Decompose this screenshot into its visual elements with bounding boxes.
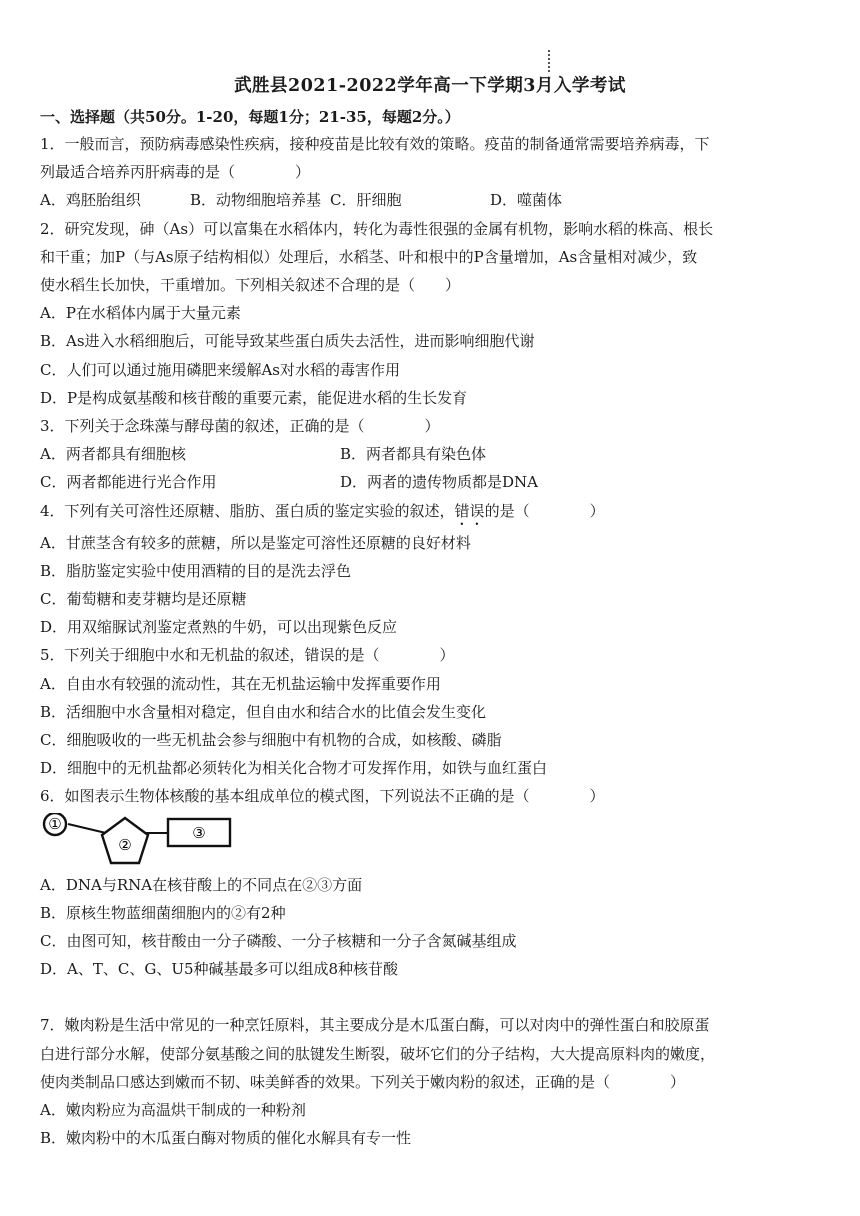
option-a: A．两者都具有细胞核	[40, 445, 186, 464]
question-7	[40, 1011, 820, 1152]
option-a: A．嫩肉粉应为高温烘干制成的一种粉剂	[40, 1101, 306, 1120]
question-stem: 5．下列关于细胞中水和无机盐的叙述，错误的是（ ）	[40, 646, 455, 665]
option-row	[40, 186, 820, 214]
emphasized-word: 错误	[454, 501, 485, 520]
question-stem: 3．下列关于念珠藻与酵母菌的叙述，正确的是（ ）	[40, 417, 440, 436]
option-d: D．用双缩脲试剂鉴定煮熟的牛奶，可以出现紫色反应	[40, 618, 398, 637]
question-stem	[40, 497, 820, 529]
question-1	[40, 130, 820, 215]
question-2	[40, 215, 820, 412]
nucleotide-diagram	[40, 813, 820, 871]
exam-title: 武胜县2021-2022学年高一下学期3月入学考试	[234, 76, 626, 96]
stem-text: 的是（ ）	[484, 501, 605, 520]
option-a: A．P在水稻体内属于大量元素	[40, 304, 241, 323]
binding-marker	[548, 50, 550, 72]
label-1: ①	[48, 814, 62, 833]
option-a: A．甘蔗茎含有较多的蔗糖，所以是鉴定可溶性还原糖的良好材料	[40, 533, 471, 552]
option-a: A．自由水有较强的流动性，其在无机盐运输中发挥重要作用	[40, 674, 441, 693]
option-c: C．细胞吸收的一些无机盐会参与细胞中有机物的合成，如核酸、磷脂	[40, 731, 502, 750]
question-list	[40, 130, 820, 1153]
option-b: B．原核生物蓝细菌细胞内的②有2种	[40, 903, 286, 922]
spacer	[40, 983, 820, 1011]
option-c: C．由图可知，核苷酸由一分子磷酸、一分子核糖和一分子含氮碱基组成	[40, 932, 517, 951]
question-6	[40, 782, 820, 983]
option-row	[40, 440, 820, 468]
label-2: ②	[118, 835, 132, 854]
option-b: B．两者都具有染色体	[340, 445, 487, 464]
section-heading: 一、选择题（共50分。1-20，每题1分；21-35，每题2分。）	[40, 108, 460, 126]
option-c: C．两者都能进行光合作用	[40, 473, 217, 492]
option-d: D．噬菌体	[490, 191, 563, 210]
option-b: B．脂肪鉴定实验中使用酒精的目的是洗去浮色	[40, 561, 352, 580]
option-d: D．两者的遗传物质都是DNA	[340, 473, 539, 492]
question-stem: 列最适合培养丙肝病毒的是（ ）	[40, 163, 311, 182]
option-b: B．嫩肉粉中的木瓜蛋白酶对物质的催化水解具有专一性	[40, 1129, 412, 1148]
question-stem: 和干重；加P（与As原子结构相似）处理后，水稻茎、叶和根中的P含量增加，As含量相对减少，致	[40, 247, 698, 266]
option-c: C．肝细胞	[330, 191, 402, 210]
question-stem: 7．嫩肉粉是生活中常见的一种烹饪原料，其主要成分是木瓜蛋白酶，可以对肉中的弹性蛋白和胶原蛋	[40, 1016, 710, 1035]
question-stem: 使肉类制品口感达到嫩而不韧、味美鲜香的效果。下列关于嫩肉粉的叙述，正确的是（ ）	[40, 1072, 686, 1091]
option-a: A．DNA与RNA在核苷酸上的不同点在②③方面	[40, 875, 363, 894]
option-d: D．P是构成氨基酸和核苷酸的重要元素，能促进水稻的生长发育	[40, 388, 468, 407]
option-c: C．葡萄糖和麦芽糖均是还原糖	[40, 590, 247, 609]
option-b: B．As进入水稻细胞后，可能导致某些蛋白质失去活性，进而影响细胞代谢	[40, 332, 535, 351]
nucleotide-svg	[40, 813, 240, 871]
stem-text: 4．下列有关可溶性还原糖、脂肪、蛋白质的鉴定实验的叙述，	[40, 501, 455, 520]
question-stem: 使水稻生长加快，干重增加。下列相关叙述不合理的是（ ）	[40, 276, 461, 295]
question-stem: 2．研究发现，砷（As）可以富集在水稻体内，转化为毒性很强的金属有机物，影响水稻的株高、根长	[40, 219, 714, 238]
label-3: ③	[192, 823, 206, 842]
question-3	[40, 412, 820, 497]
question-stem: 白进行部分水解，使部分氨基酸之间的肽键发生断裂，破坏它们的分子结构，大大提高原料肉的嫩度，	[40, 1044, 716, 1063]
question-4	[40, 497, 820, 642]
option-b: B．动物细胞培养基	[190, 191, 322, 210]
option-d: D．细胞中的无机盐都必须转化为相关化合物才可发挥作用，如铁与血红蛋白	[40, 759, 548, 778]
question-stem: 1．一般而言，预防病毒感染性疾病，接种疫苗是比较有效的策略。疫苗的制备通常需要培养病毒，下	[40, 135, 710, 153]
option-c: C．人们可以通过施用磷肥来缓解As对水稻的毒害作用	[40, 360, 401, 379]
option-d: D．A、T、C、G、U5种碱基最多可以组成8种核苷酸	[40, 960, 399, 979]
question-stem: 6．如图表示生物体核酸的基本组成单位的模式图，下列说法不正确的是（ ）	[40, 787, 605, 806]
phosphate-bond	[68, 824, 106, 833]
option-row	[40, 468, 820, 496]
option-a: A．鸡胚胎组织	[40, 191, 141, 210]
option-b: B．活细胞中水含量相对稳定，但自由水和结合水的比值会发生变化	[40, 702, 487, 721]
question-5	[40, 641, 820, 782]
